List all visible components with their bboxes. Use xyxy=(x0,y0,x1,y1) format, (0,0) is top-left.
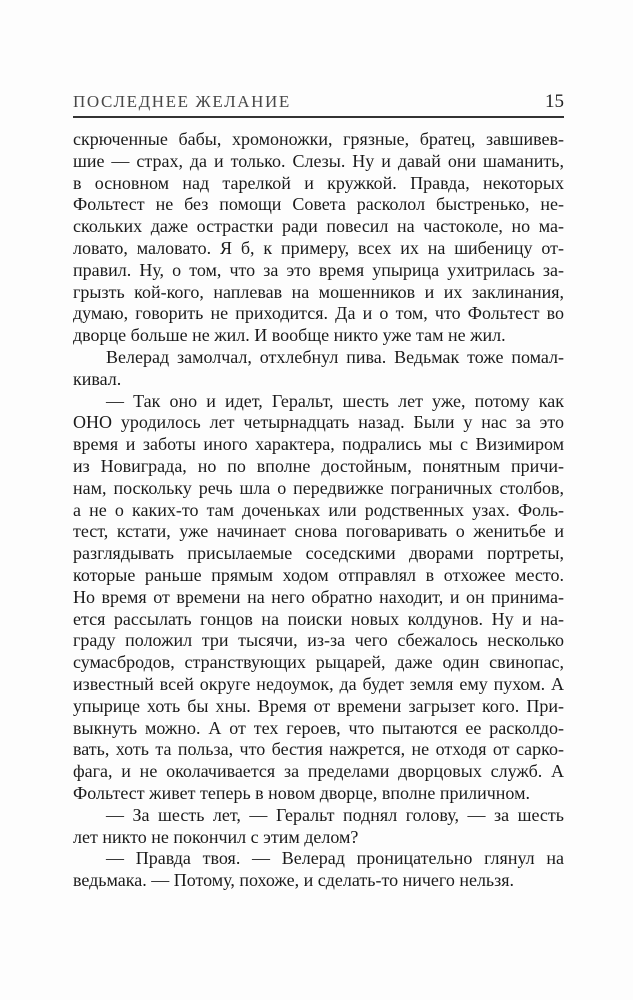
text-line: которые раньше прямым ходом отправлял в отхожее место. xyxy=(73,564,564,585)
paragraph xyxy=(73,391,564,805)
text-line: кивал. xyxy=(73,368,122,389)
text-line: фага, и не околачивается за пределами дворцовых служб. А xyxy=(73,761,564,782)
text-line: разглядывать присылаемые соседскими дворами портреты, xyxy=(73,543,564,564)
text-line: ловато, маловато. Я б, к примеру, всех их на шибеницу от- xyxy=(73,237,564,258)
text-line: выкнуть можно. А от тех героев, что пытаются ее расколдо- xyxy=(73,717,564,738)
text-line: Фольтест не без помощи Совета расколол быстренько, не- xyxy=(73,194,564,215)
text-line: ется рассылать гонцов на поиски новых колдунов. Ну и на- xyxy=(73,608,564,629)
text-line: тест, кстати, уже начинает снова поговаривать о женитьбе и xyxy=(73,521,564,542)
text-line: скольких даже острастки ради повесил на частоколе, но ма- xyxy=(73,216,564,237)
text-line: шие — страх, да и только. Слезы. Ну и давай они шаманить, xyxy=(73,150,564,171)
page-content xyxy=(73,91,564,892)
text-line: Велерад замолчал, отхлебнул пива. Ведьмак тоже помал- xyxy=(106,346,564,367)
paragraph xyxy=(73,129,564,347)
text-line: нам, поскольку речь шла о передвижке пограничных столбов, xyxy=(73,477,564,498)
text-line: — Правда твоя. — Велерад проницательно глянул на xyxy=(106,848,564,869)
paragraph xyxy=(73,848,564,892)
text-line: сумасбродов, странствующих рыцарей, даже один свинопас, xyxy=(73,652,564,673)
chapter-title: ПОСЛЕДНЕЕ ЖЕЛАНИЕ xyxy=(73,92,291,111)
text-line: Но время от времени на него обратно находит, и он принима- xyxy=(73,586,564,607)
text-line: — За шесть лет, — Геральт поднял голову, — за шесть xyxy=(106,804,564,825)
text-line: Фольтест живет теперь в новом дворце, вполне приличном. xyxy=(73,782,530,803)
text-line: из Новиграда, но по вполне достойным, понятным причи- xyxy=(73,455,564,476)
text-line: — Так оно и идет, Геральт, шесть лет уже, потому как xyxy=(106,390,564,411)
text-line: в основном над тарелкой и кружкой. Правда, некоторых xyxy=(73,172,564,193)
paragraph xyxy=(73,347,564,391)
paragraph xyxy=(73,805,564,849)
text-line: известный всей округе недоумок, да будет земля ему пухом. А xyxy=(73,673,564,694)
text-line: граду положил три тысячи, из-за чего сбежалось несколько xyxy=(73,630,564,651)
text-line: вать, хоть та польза, что бестия нажрется, не отходя от сарко- xyxy=(73,739,564,760)
text-line: ОНО уродилось лет четырнадцать назад. Были у нас за это xyxy=(73,412,564,433)
page-number: 15 xyxy=(545,91,564,112)
text-line: упырице хоть бы хны. Время от времени загрызет кого. При- xyxy=(73,695,564,716)
text-line: ведьмака. — Потому, похоже, и сделать-то ничего нельзя. xyxy=(73,870,515,891)
text-line: скрюченные бабы, хромоножки, грязные, братец, завшивев- xyxy=(73,129,564,149)
running-header xyxy=(73,91,564,112)
text-line: грызть кой-кого, наплевав на мошенников и их заклинания, xyxy=(73,281,564,302)
text-line: правил. Ну, о том, что за это время упырица ухитрилась за- xyxy=(73,259,564,280)
body-text xyxy=(73,129,564,892)
text-line: лет никто не покончил с этим делом? xyxy=(73,826,359,847)
header-rule xyxy=(73,116,564,118)
text-line: думаю, говорить не приходится. Да и о том, что Фольтест во xyxy=(73,303,564,324)
text-line: а не о каких-то там доченьках или родственных узах. Фоль- xyxy=(73,499,564,520)
text-line: время и заботы иного характера, подрались мы с Визимиром xyxy=(73,434,564,455)
text-line: дворце больше не жил. И вообще никто уже там не жил. xyxy=(73,325,506,346)
